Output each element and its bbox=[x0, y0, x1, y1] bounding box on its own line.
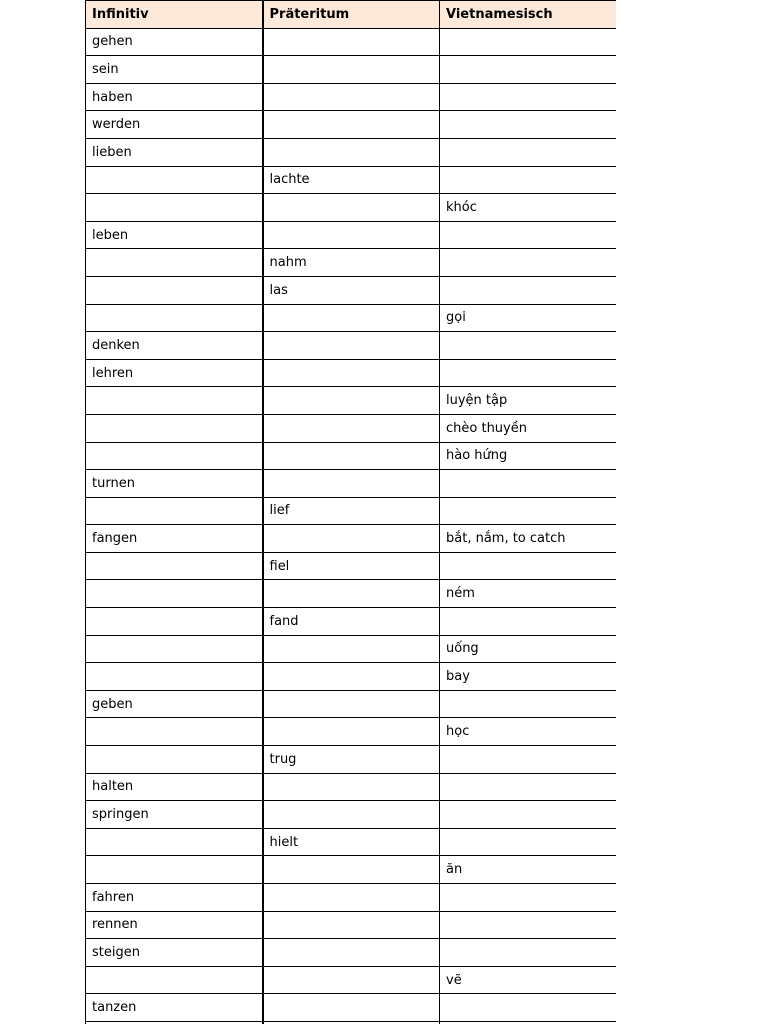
vietnamesisch-cell[interactable]: bay bbox=[440, 663, 617, 691]
infinitiv-cell[interactable]: lieben bbox=[86, 138, 263, 166]
prateritum-cell[interactable] bbox=[263, 387, 440, 415]
infinitiv-cell[interactable]: gehen bbox=[86, 28, 263, 56]
prateritum-cell[interactable]: nahm bbox=[263, 249, 440, 277]
vietnamesisch-cell[interactable] bbox=[440, 166, 617, 194]
infinitiv-cell[interactable]: werden bbox=[86, 111, 263, 139]
vietnamesisch-cell[interactable] bbox=[440, 939, 617, 967]
vietnamesisch-cell[interactable] bbox=[440, 249, 617, 277]
prateritum-cell[interactable]: fiel bbox=[263, 552, 440, 580]
vietnamesisch-cell[interactable] bbox=[440, 690, 617, 718]
infinitiv-cell[interactable]: steigen bbox=[86, 939, 263, 967]
prateritum-cell[interactable] bbox=[263, 939, 440, 967]
infinitiv-cell[interactable]: geben bbox=[86, 690, 263, 718]
vietnamesisch-cell[interactable] bbox=[440, 332, 617, 360]
infinitiv-cell[interactable] bbox=[86, 635, 263, 663]
prateritum-cell[interactable] bbox=[263, 884, 440, 912]
prateritum-cell[interactable] bbox=[263, 414, 440, 442]
infinitiv-cell[interactable]: haben bbox=[86, 83, 263, 111]
infinitiv-cell[interactable] bbox=[86, 718, 263, 746]
table-row bbox=[86, 994, 617, 1022]
table-row bbox=[86, 138, 617, 166]
prateritum-cell[interactable] bbox=[263, 138, 440, 166]
vietnamesisch-cell[interactable]: chèo thuyền bbox=[440, 414, 617, 442]
vietnamesisch-cell[interactable] bbox=[440, 994, 617, 1022]
vietnamesisch-cell[interactable]: học bbox=[440, 718, 617, 746]
table-row bbox=[86, 442, 617, 470]
vietnamesisch-cell[interactable]: ăn bbox=[440, 856, 617, 884]
infinitiv-cell[interactable]: leben bbox=[86, 221, 263, 249]
prateritum-cell[interactable] bbox=[263, 332, 440, 360]
prateritum-cell[interactable] bbox=[263, 801, 440, 829]
vietnamesisch-cell[interactable]: luyện tập bbox=[440, 387, 617, 415]
prateritum-cell[interactable] bbox=[263, 304, 440, 332]
infinitiv-cell[interactable]: turnen bbox=[86, 470, 263, 498]
prateritum-cell[interactable] bbox=[263, 28, 440, 56]
infinitiv-cell[interactable] bbox=[86, 966, 263, 994]
infinitiv-cell[interactable] bbox=[86, 442, 263, 470]
infinitiv-cell[interactable] bbox=[86, 304, 263, 332]
vietnamesisch-cell[interactable]: khóc bbox=[440, 194, 617, 222]
vietnamesisch-cell[interactable]: hào hứng bbox=[440, 442, 617, 470]
infinitiv-cell[interactable] bbox=[86, 746, 263, 774]
table-row bbox=[86, 939, 617, 967]
header-row bbox=[86, 1, 617, 29]
prateritum-cell[interactable] bbox=[263, 221, 440, 249]
infinitiv-cell[interactable] bbox=[86, 552, 263, 580]
prateritum-cell[interactable] bbox=[263, 718, 440, 746]
vietnamesisch-cell[interactable] bbox=[440, 608, 617, 636]
infinitiv-cell[interactable] bbox=[86, 249, 263, 277]
table-row bbox=[86, 166, 617, 194]
vietnamesisch-cell[interactable]: ném bbox=[440, 580, 617, 608]
prateritum-cell[interactable]: lief bbox=[263, 497, 440, 525]
prateritum-cell[interactable] bbox=[263, 663, 440, 691]
infinitiv-cell[interactable]: fangen bbox=[86, 525, 263, 553]
vietnamesisch-cell[interactable] bbox=[440, 111, 617, 139]
table-row bbox=[86, 414, 617, 442]
infinitiv-cell[interactable] bbox=[86, 414, 263, 442]
vietnamesisch-cell[interactable] bbox=[440, 773, 617, 801]
prateritum-cell[interactable]: fand bbox=[263, 608, 440, 636]
prateritum-cell[interactable] bbox=[263, 856, 440, 884]
table-row bbox=[86, 746, 617, 774]
table-row bbox=[86, 801, 617, 829]
infinitiv-cell[interactable]: rennen bbox=[86, 911, 263, 939]
vietnamesisch-cell[interactable] bbox=[440, 746, 617, 774]
prateritum-cell[interactable]: trug bbox=[263, 746, 440, 774]
vietnamesisch-cell[interactable] bbox=[440, 911, 617, 939]
infinitiv-cell[interactable]: denken bbox=[86, 332, 263, 360]
table-row bbox=[86, 276, 617, 304]
vietnamesisch-cell[interactable] bbox=[440, 138, 617, 166]
infinitiv-cell[interactable] bbox=[86, 663, 263, 691]
table-body bbox=[86, 28, 617, 1024]
infinitiv-cell[interactable] bbox=[86, 608, 263, 636]
table-row bbox=[86, 856, 617, 884]
infinitiv-cell[interactable]: fahren bbox=[86, 884, 263, 912]
infinitiv-cell[interactable] bbox=[86, 856, 263, 884]
vietnamesisch-cell[interactable] bbox=[440, 884, 617, 912]
table-row bbox=[86, 194, 617, 222]
table-row bbox=[86, 718, 617, 746]
vietnamesisch-cell[interactable] bbox=[440, 83, 617, 111]
header-prateritum[interactable]: Präteritum bbox=[263, 1, 440, 29]
infinitiv-cell[interactable] bbox=[86, 497, 263, 525]
table-row bbox=[86, 332, 617, 360]
prateritum-cell[interactable]: lachte bbox=[263, 166, 440, 194]
vietnamesisch-cell[interactable]: gọi bbox=[440, 304, 617, 332]
prateritum-cell[interactable]: hielt bbox=[263, 828, 440, 856]
prateritum-cell[interactable] bbox=[263, 635, 440, 663]
header-vietnamesisch[interactable]: Vietnamesisch bbox=[440, 1, 617, 29]
prateritum-cell[interactable] bbox=[263, 83, 440, 111]
vietnamesisch-cell[interactable] bbox=[440, 470, 617, 498]
table-row bbox=[86, 387, 617, 415]
table-row bbox=[86, 497, 617, 525]
table-row bbox=[86, 552, 617, 580]
infinitiv-cell[interactable] bbox=[86, 387, 263, 415]
prateritum-cell[interactable] bbox=[263, 690, 440, 718]
table-row bbox=[86, 663, 617, 691]
prateritum-cell[interactable] bbox=[263, 911, 440, 939]
vietnamesisch-cell[interactable] bbox=[440, 221, 617, 249]
prateritum-cell[interactable] bbox=[263, 56, 440, 84]
vietnamesisch-cell[interactable] bbox=[440, 801, 617, 829]
vietnamesisch-cell[interactable] bbox=[440, 359, 617, 387]
vietnamesisch-cell[interactable]: uống bbox=[440, 635, 617, 663]
table-row bbox=[86, 773, 617, 801]
table-row bbox=[86, 608, 617, 636]
table-row bbox=[86, 304, 617, 332]
vietnamesisch-cell[interactable] bbox=[440, 276, 617, 304]
prateritum-cell[interactable] bbox=[263, 111, 440, 139]
table-row bbox=[86, 111, 617, 139]
prateritum-cell[interactable] bbox=[263, 580, 440, 608]
infinitiv-cell[interactable]: lehren bbox=[86, 359, 263, 387]
table-row bbox=[86, 966, 617, 994]
table-row bbox=[86, 221, 617, 249]
table-row bbox=[86, 911, 617, 939]
table-row bbox=[86, 635, 617, 663]
vietnamesisch-cell[interactable] bbox=[440, 497, 617, 525]
infinitiv-cell[interactable] bbox=[86, 276, 263, 304]
infinitiv-cell[interactable]: tanzen bbox=[86, 994, 263, 1022]
infinitiv-cell[interactable]: springen bbox=[86, 801, 263, 829]
prateritum-cell[interactable] bbox=[263, 442, 440, 470]
prateritum-cell[interactable] bbox=[263, 470, 440, 498]
prateritum-cell[interactable] bbox=[263, 773, 440, 801]
prateritum-cell[interactable] bbox=[263, 194, 440, 222]
infinitiv-cell[interactable] bbox=[86, 580, 263, 608]
prateritum-cell[interactable] bbox=[263, 966, 440, 994]
vietnamesisch-cell[interactable] bbox=[440, 552, 617, 580]
verb-table bbox=[85, 0, 616, 1024]
vietnamesisch-cell[interactable] bbox=[440, 28, 617, 56]
table-row bbox=[86, 828, 617, 856]
prateritum-cell[interactable] bbox=[263, 525, 440, 553]
table-row bbox=[86, 525, 617, 553]
table-row bbox=[86, 56, 617, 84]
table-row bbox=[86, 470, 617, 498]
table-row bbox=[86, 884, 617, 912]
prateritum-cell[interactable] bbox=[263, 994, 440, 1022]
table-row bbox=[86, 580, 617, 608]
prateritum-cell[interactable] bbox=[263, 359, 440, 387]
prateritum-cell[interactable]: las bbox=[263, 276, 440, 304]
spreadsheet-area bbox=[85, 0, 616, 1024]
table-row bbox=[86, 83, 617, 111]
infinitiv-cell[interactable] bbox=[86, 828, 263, 856]
vietnamesisch-cell[interactable] bbox=[440, 828, 617, 856]
table-row bbox=[86, 28, 617, 56]
vietnamesisch-cell[interactable]: bắt, nắm, to catch bbox=[440, 525, 617, 553]
infinitiv-cell[interactable] bbox=[86, 166, 263, 194]
infinitiv-cell[interactable]: sein bbox=[86, 56, 263, 84]
vietnamesisch-cell[interactable] bbox=[440, 56, 617, 84]
infinitiv-cell[interactable] bbox=[86, 194, 263, 222]
table-row bbox=[86, 359, 617, 387]
header-infinitiv[interactable]: Infinitiv bbox=[86, 1, 263, 29]
table-row bbox=[86, 249, 617, 277]
table-row bbox=[86, 690, 617, 718]
infinitiv-cell[interactable]: halten bbox=[86, 773, 263, 801]
vietnamesisch-cell[interactable]: vẽ bbox=[440, 966, 617, 994]
